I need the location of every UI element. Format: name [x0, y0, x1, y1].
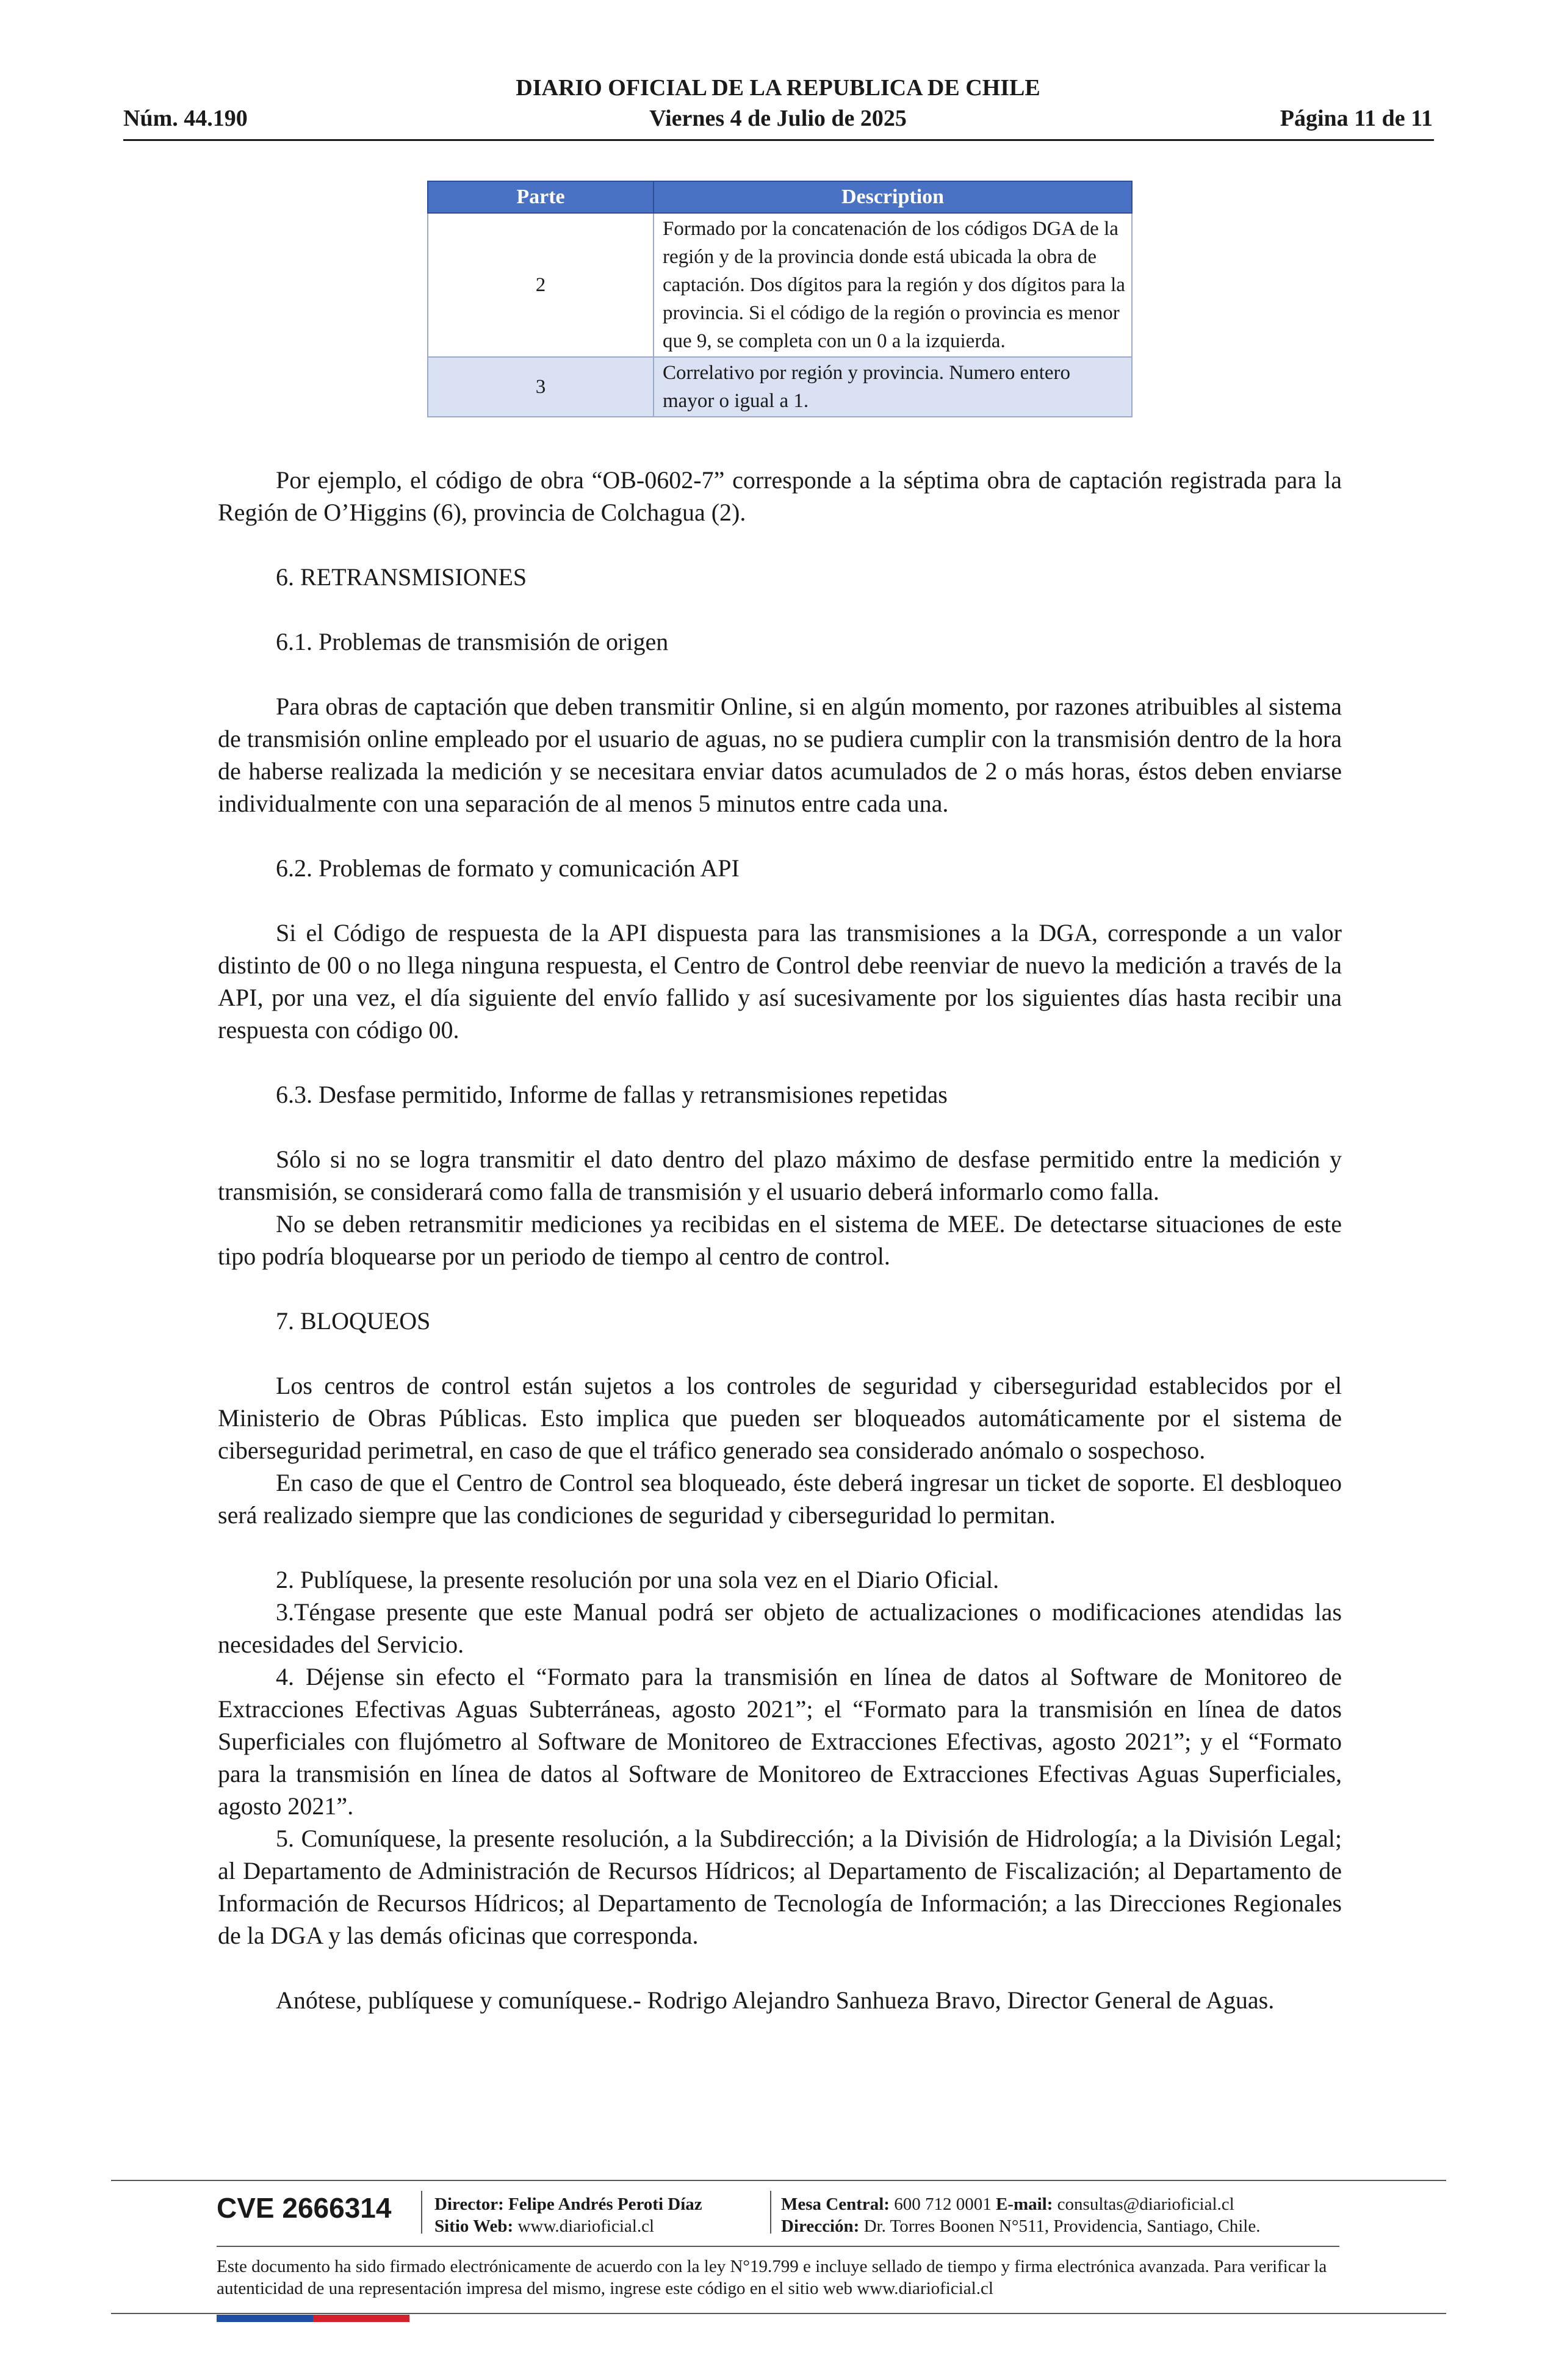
header-divider	[123, 139, 1434, 141]
resolution-item-4: 4. Déjense sin efecto el “Formato para la transmisión en línea de datos al Software de Monitoreo de Extracciones Efectivas Aguas Subterráneas, agosto 2021”; el “Formato para la transmisión en línea de datos Superficiales con flujómetro al Software de Monitoreo de Extracciones Efectivas, agosto 2021”; y el “Formato para la transmisión en línea de datos al Software de Monitoreo de Extracciones Efectivas Aguas Superficiales, agosto 2021”.	[218, 1663, 1342, 1820]
table-row	[428, 357, 1132, 417]
footer-separator	[421, 2191, 422, 2234]
email-label: E-mail:	[995, 2194, 1053, 2214]
column-header-description: Description	[654, 181, 1132, 213]
flag-stripe-red	[313, 2315, 409, 2322]
paragraph-6-3-a: Sólo si no se logra transmitir el dato dentro del plazo máximo de desfase permitido entre la medición y transmisión, se considerará como falla de transmisión y el usuario deberá informarlo como falla.	[218, 1145, 1342, 1205]
director-label: Director:	[434, 2194, 504, 2214]
footer-legal-notice: Este documento ha sido firmado electrónicamente de acuerdo con la ley N°19.799 e incluye sellado de tiempo y firma electrónica avanzada. Para verificar la autenticidad de una representación impresa del mismo, ingrese este código en el sitio web www.diarioficial.cl	[217, 2257, 1327, 2298]
section-heading-retransmisiones: 6. RETRANSMISIONES	[276, 563, 527, 591]
subsection-heading-6-1: 6.1. Problemas de transmisión de origen	[276, 628, 669, 655]
email-link[interactable]: consultas@diarioficial.cl	[1057, 2194, 1234, 2214]
publication-title: DIARIO OFICIAL DE LA REPUBLICA DE CHILE	[516, 75, 1040, 101]
paragraph-example: Por ejemplo, el código de obra “OB-0602-7” corresponde a la séptima obra de captación registrada para la Región de O’Higgins (6), provincia de Colchagua (2).	[218, 466, 1342, 526]
code-parts-table	[427, 181, 1133, 417]
table-cell-description: Formado por la concatenación de los códigos DGA de la región y de la provincia donde está ubicada la obra de captación. Dos dígitos para la región y dos dígitos para la provincia. Si el código de la región o provincia es menor que 9, se completa con un 0 a la izquierda.	[654, 213, 1132, 357]
table-header-row	[428, 181, 1132, 213]
flag-stripe-blue	[217, 2315, 313, 2322]
table-cell-parte: 2	[428, 213, 654, 357]
mesa-phone: 600 712 0001	[894, 2194, 992, 2214]
resolution-item-3: 3.Téngase presente que este Manual podrá ser objeto de actualizaciones o modificaciones atendidas las necesidades del Servicio.	[218, 1598, 1342, 1658]
website-label: Sitio Web:	[434, 2216, 514, 2236]
paragraph-6-1: Para obras de captación que deben transmitir Online, si en algún momento, por razones atribuibles al sistema de transmisión online empleado por el usuario de aguas, no se pudiera cumplir con la transmisión dentro de la hora de haberse realizada la medición y se necesitara enviar datos acumulados de 2 o más horas, éstos deben enviarse individualmente con una separación de al menos 5 minutos entre cada una.	[218, 693, 1342, 817]
footer-divider-bottom	[111, 2313, 1446, 2314]
footer-separator	[770, 2191, 771, 2234]
subsection-heading-6-3: 6.3. Desfase permitido, Informe de fallas y retransmisiones repetidas	[276, 1081, 948, 1108]
footer-contact-block	[781, 2193, 1260, 2237]
footer-director-block	[434, 2193, 702, 2237]
paragraph-7-b: En caso de que el Centro de Control sea bloqueado, éste deberá ingresar un ticket de soporte. El desbloqueo será realizado siempre que las condiciones de seguridad y ciberseguridad lo permitan.	[218, 1469, 1342, 1529]
resolution-item-2: 2. Publíquese, la presente resolución por una sola vez en el Diario Oficial.	[276, 1566, 1000, 1593]
director-name: Felipe Andrés Peroti Díaz	[508, 2194, 702, 2214]
address-label: Dirección:	[781, 2216, 860, 2236]
closing-signature: Anótese, publíquese y comuníquese.- Rodrigo Alejandro Sanhueza Bravo, Director General de Aguas.	[276, 1986, 1275, 2014]
footer-divider-top	[111, 2180, 1446, 2181]
footer-divider-middle	[217, 2246, 1339, 2247]
paragraph-6-2: Si el Código de respuesta de la API dispuesta para las transmisiones a la DGA, corresponde a un valor distinto de 00 o no llega ninguna respuesta, el Centro de Control debe reenviar de nuevo la medición a través de la API, por una vez, el día siguiente del envío fallido y así sucesivamente por los siguientes días hasta recibir una respuesta con código 00.	[218, 919, 1342, 1044]
paragraph-6-3-b: No se deben retransmitir mediciones ya recibidas en el sistema de MEE. De detectarse situaciones de este tipo podría bloquearse por un periodo de tiempo al centro de control.	[218, 1210, 1342, 1270]
table-cell-parte: 3	[428, 357, 654, 417]
issue-date: Viernes 4 de Julio de 2025	[649, 106, 907, 131]
table-row	[428, 213, 1132, 357]
mesa-label: Mesa Central:	[781, 2194, 890, 2214]
address-value: Dr. Torres Boonen N°511, Providencia, Santiago, Chile.	[863, 2216, 1261, 2236]
page-indicator: Página 11 de 11	[1280, 106, 1433, 131]
column-header-parte: Parte	[428, 181, 654, 213]
paragraph-7-a: Los centros de control están sujetos a los controles de seguridad y ciberseguridad establecidos por el Ministerio de Obras Públicas. Esto implica que pueden ser bloqueados automáticamente por el sistema de ciberseguridad perimetral, en caso de que el tráfico generado sea considerado anómalo o sospechoso.	[218, 1372, 1342, 1464]
resolution-item-5: 5. Comuníquese, la presente resolución, a la Subdirección; a la División de Hidrología; a la División Legal; al Departamento de Administración de Recursos Hídricos; al Departamento de Fiscalización; al Departamento de Información de Recursos Hídricos; al Departamento de Tecnología de Información; a las Direcciones Regionales de la DGA y las demás oficinas que corresponda.	[218, 1825, 1342, 1949]
website-link[interactable]: www.diarioficial.cl	[517, 2216, 655, 2236]
issue-number: Núm. 44.190	[123, 106, 248, 131]
subsection-heading-6-2: 6.2. Problemas de formato y comunicación API	[276, 854, 740, 882]
cve-code: CVE 2666314	[217, 2192, 392, 2224]
table-cell-description: Correlativo por región y provincia. Numero entero mayor o igual a 1.	[654, 357, 1132, 417]
section-heading-bloqueos: 7. BLOQUEOS	[276, 1307, 431, 1335]
article-body	[218, 464, 1342, 2016]
